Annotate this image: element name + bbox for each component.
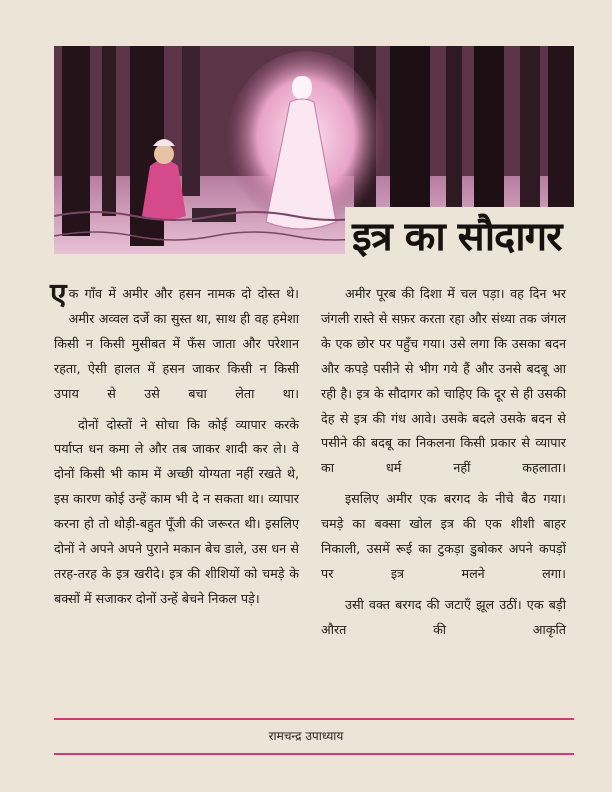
dropcap: ए [50, 277, 67, 312]
story-title: इत्र का सौदागर [352, 214, 562, 260]
author-name: रामचन्द्र उपाध्याय [268, 729, 344, 743]
top-rule [54, 718, 574, 720]
bottom-rule [54, 753, 574, 755]
paragraph [50, 277, 299, 407]
paragraph: अमीर पूरब की दिशा में चल पड़ा। वह दिन भर जंगली रास्ते से सफ़र करता रहा और संध्या तक जंगल के एक छोर पर पहुँच गया। उसे लगा कि उसका बदन और कपड़े पसीने से भीग गये हैं और उनसे बदबू आ रही है। इत्र के सौदागर को चाहिए कि दूर से ही उसकी देह से इत्र की गंध आवे। उसके बदले उसके बदन से पसीने की बदबू का निकलना किसी प्रकार से व्यापार का धर्म नहीं कहलाता। [321, 286, 566, 476]
paragraph: दोनों दोस्तों ने सोचा कि कोई व्यापार करके पर्याप्त धन कमा ले और तब जाकर शादी कर ले। वे दोनों किसी भी काम में अच्छी योग्यता नहीं रखते थे, इस कारण कोई उन्हें काम भी दे न सकता था। व्यापार करना हो तो थोड़ी-बहुत पूँजी की जरूरत थी। इसलिए दोनों ने अपने अपने पुराने मकान बेच डाले, उस धन से तरह-तरह के इत्र खरीदे। इत्र की शीशियों को चमड़े के बक्सों में सजाकर दोनों उन्हें बेचने निकल पड़े। [54, 416, 299, 606]
left-column [50, 277, 299, 612]
paragraph: इसलिए अमीर एक बरगद के नीचे बैठ गया। चमड़े का बक्सा खोल इत्र की एक शीशी बाहर निकाली, उसमें रूई का टुकड़ा डुबोकर अपने कपड़ों पर इत्र मलने लगा। [321, 491, 566, 581]
paragraph-text: क गाँव में अमीर और हसन नामक दो दोस्त थे। अमीर अव्वल दर्जे का सुस्त था, साथ ही वह हमेशा किसी न किसी मुसीबत में फँस जाता और परेशान रहता, ऐसी हालत में हसन जाकर किसी न किसी उपाय से उसे बचा लेता था। [54, 286, 299, 401]
paragraph: उसी वक्त बरगद की जटाएँ झूल उठीं। एक बड़ी औरत की आकृति [321, 596, 566, 637]
right-column [321, 282, 566, 643]
